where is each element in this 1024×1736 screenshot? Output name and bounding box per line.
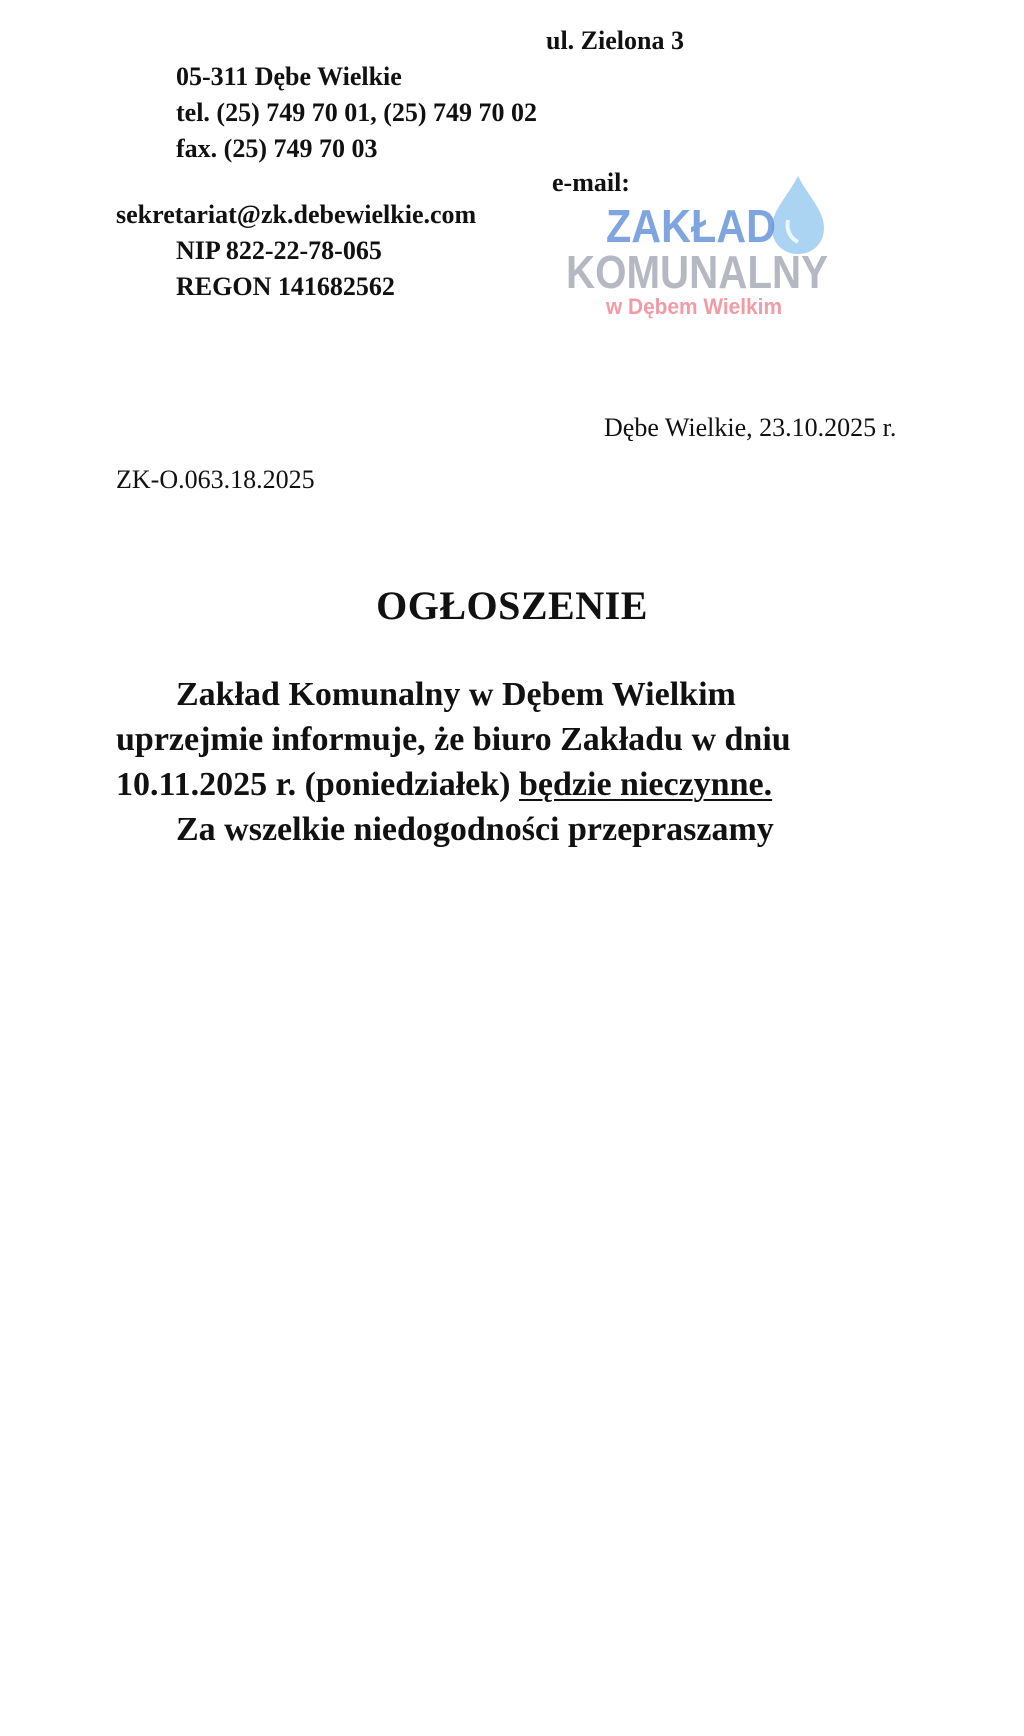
closed-notice-space — [612, 766, 621, 803]
logo-line-3: w Dębem Wielkim — [605, 294, 782, 319]
body-line-2: uprzejmie informuje, że biuro Zakładu w dniu — [116, 721, 791, 758]
logo-line-1: ZAKŁAD — [606, 200, 776, 252]
postal-city: 05-311 Dębe Wielkie — [176, 62, 402, 91]
fax: fax. (25) 749 70 03 — [176, 134, 378, 163]
water-drop-icon — [772, 176, 824, 254]
regon-number: REGON 141682562 — [176, 272, 395, 301]
email-address: sekretariat@zk.debewielkie.com — [116, 200, 477, 229]
body-line-1: Zakład Komunalny w Dębem Wielkim — [176, 676, 736, 713]
body-line-3 — [116, 768, 772, 802]
body-line-4: Za wszelkie niedogodności przepraszamy — [176, 811, 774, 848]
nip-number: NIP 822-22-78-065 — [176, 236, 382, 265]
street-address: ul. Zielona 3 — [546, 26, 684, 55]
telephone: tel. (25) 749 70 01, (25) 749 70 02 — [176, 98, 538, 127]
company-logo — [566, 170, 846, 320]
closed-notice-word-1: będzie — [519, 766, 612, 803]
email-label: e-mail: — [552, 168, 630, 197]
logo-line-2: KOMUNALNY — [566, 246, 828, 298]
place-date: Dębe Wielkie, 23.10.2025 r. — [604, 413, 897, 442]
closed-notice-word-2: nieczynne. — [620, 766, 773, 803]
reference-number: ZK-O.063.18.2025 — [116, 465, 315, 494]
announcement-title: OGŁOSZENIE — [376, 583, 648, 628]
body-line-3-prefix: 10.11.2025 r. (poniedziałek) — [116, 766, 519, 803]
